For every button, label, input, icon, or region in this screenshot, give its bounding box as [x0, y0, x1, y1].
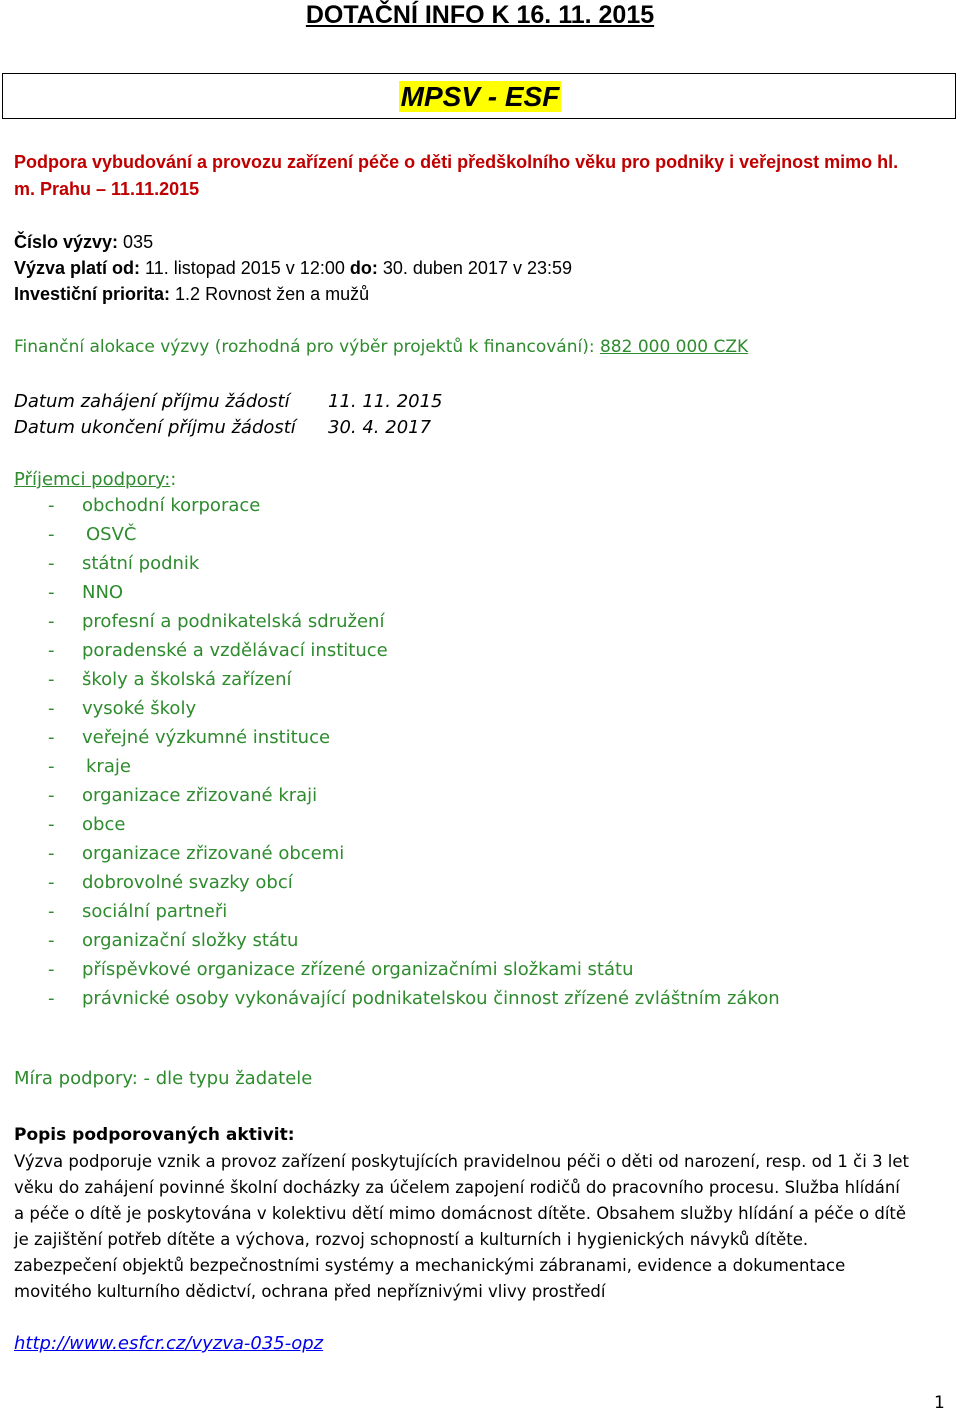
list-dash: -: [48, 872, 55, 893]
list-dash: -: [48, 843, 55, 864]
recipient-item-label: veřejné výzkumné instituce: [82, 727, 331, 748]
recipient-item: [0, 872, 900, 898]
recipient-item: [0, 698, 900, 724]
recipients-suffix: :: [170, 469, 177, 490]
list-dash: -: [48, 553, 55, 574]
list-dash: -: [48, 988, 55, 1009]
recipient-item: [0, 785, 900, 811]
list-dash: -: [48, 524, 55, 545]
recipient-item: [0, 495, 900, 521]
list-dash: -: [48, 698, 55, 719]
recipient-item: [0, 959, 900, 985]
recipient-item-label: poradenské a vzdělávací instituce: [82, 640, 388, 661]
list-dash: -: [48, 611, 55, 632]
list-dash: -: [48, 814, 55, 835]
call-number: [14, 232, 153, 253]
allocation-value: 882 000 000 CZK: [599, 337, 749, 357]
recipient-item-label: organizace zřizované kraji: [82, 785, 318, 806]
call-validity: [14, 258, 572, 279]
list-dash: -: [48, 756, 55, 777]
allocation: [14, 337, 748, 357]
recipient-item-label: organizační složky státu: [82, 930, 299, 951]
activities-line: je zajištění potřeb dítěte a výchova, rozvoj schopností a kulturních i hygienických návyků dítěte.: [14, 1230, 809, 1249]
list-dash: -: [48, 930, 55, 951]
call-number-label: Číslo výzvy:: [14, 232, 119, 252]
recipient-item: [0, 582, 900, 608]
list-dash: -: [48, 640, 55, 661]
list-dash: -: [48, 901, 55, 922]
recipient-item: [0, 611, 900, 637]
end-date-label: Datum ukončení příjmu žádostí: [14, 417, 296, 438]
list-dash: -: [48, 582, 55, 603]
end-date-value: 30. 4. 2017: [328, 417, 432, 438]
allocation-label: Finanční alokace výzvy (rozhodná pro výběr projektů k financování):: [14, 337, 600, 357]
start-date-label: Datum zahájení příjmu žádostí: [14, 391, 290, 412]
recipient-item-label: státní podnik: [82, 553, 200, 574]
call-name-line-1: Podpora vybudování a provozu zařízení péče o děti předškolního věku pro podniky i veřejnost mimo hl.: [14, 152, 899, 172]
call-valid-label: Výzva platí od:: [14, 258, 141, 278]
recipient-item: [0, 727, 900, 753]
recipient-item: [0, 640, 900, 666]
program-box: [2, 73, 956, 119]
support-rate: Míra podpory: - dle typu žadatele: [14, 1068, 313, 1089]
recipient-item: [0, 901, 900, 927]
recipient-item-label: vysoké školy: [82, 698, 197, 719]
recipient-item: [0, 553, 900, 579]
call-number-value: 035: [118, 232, 154, 252]
recipient-item-label: obchodní korporace: [82, 495, 261, 516]
list-dash: -: [48, 669, 55, 690]
recipient-item-label: sociální partneři: [82, 901, 228, 922]
list-dash: -: [48, 495, 55, 516]
call-priority-label: Investiční priorita:: [14, 284, 171, 304]
recipient-item: [0, 524, 900, 550]
program-label: MPSV - ESF: [400, 81, 560, 112]
recipient-item-label: příspěvkové organizace zřízené organizačními složkami státu: [82, 959, 634, 980]
recipient-item-label: NNO: [82, 582, 124, 603]
recipient-item-label: právnické osoby vykonávající podnikatelskou činnost zřízené zvláštním zákon: [82, 988, 780, 1009]
recipients-label: Příjemci podpory:: [14, 469, 171, 490]
recipient-item-label: kraje: [86, 756, 131, 777]
call-priority: [14, 284, 369, 305]
recipient-item-label: organizace zřizované obcemi: [82, 843, 345, 864]
recipient-item-label: dobrovolné svazky obcí: [82, 872, 293, 893]
call-valid-to-label: do:: [349, 258, 378, 278]
call-valid-from: 11. listopad 2015 v 12:00: [140, 258, 350, 278]
recipient-item-label: obce: [82, 814, 126, 835]
recipient-item-label: OSVČ: [86, 524, 137, 545]
recipients-heading: [14, 469, 176, 490]
recipient-item: [0, 930, 900, 956]
activities-line: zabezpečení objektů bezpečnostními systémy a mechanickými zábranami, evidence a dokumentace: [14, 1256, 846, 1275]
page-title: DOTAČNÍ INFO K 16. 11. 2015: [305, 1, 655, 29]
call-priority-value: 1.2 Rovnost žen a mužů: [170, 284, 370, 304]
list-dash: -: [48, 727, 55, 748]
activities-line: Výzva podporuje vznik a provoz zařízení poskytujících pravidelnou péči o děti od narození, resp. od 1 či 3 let: [14, 1152, 910, 1171]
list-dash: -: [48, 785, 55, 806]
call-link[interactable]: http://www.esfcr.cz/vyzva-035-opz: [14, 1333, 324, 1354]
recipient-item: [0, 814, 900, 840]
activities-heading: Popis podporovaných aktivit:: [14, 1125, 295, 1145]
activities-line: a péče o dítě je poskytována v kolektivu dětí mimo domácnost dítěte. Obsahem služby hlídání a péče o dítě: [14, 1204, 907, 1223]
recipient-item: [0, 756, 900, 782]
activities-description: [14, 1149, 944, 1305]
recipient-item-label: školy a školská zařízení: [82, 669, 292, 690]
activities-line: věku do zahájení povinné školní docházky za účelem zapojení rodičů do pracovního procesu. Služba hlídání: [14, 1178, 900, 1197]
recipient-item: [0, 988, 900, 1014]
list-dash: -: [48, 959, 55, 980]
start-date-value: 11. 11. 2015: [328, 391, 443, 412]
call-name-line-2: m. Prahu – 11.11.2015: [14, 179, 200, 199]
recipient-item: [0, 843, 900, 869]
recipient-item: [0, 669, 900, 695]
page-number: 1: [934, 1393, 945, 1413]
activities-line: movitého kulturního dědictví, ochrana před nepříznivými vlivy prostředí: [14, 1282, 606, 1301]
recipient-item-label: profesní a podnikatelská sdružení: [82, 611, 385, 632]
call-valid-to: 30. duben 2017 v 23:59: [377, 258, 573, 278]
